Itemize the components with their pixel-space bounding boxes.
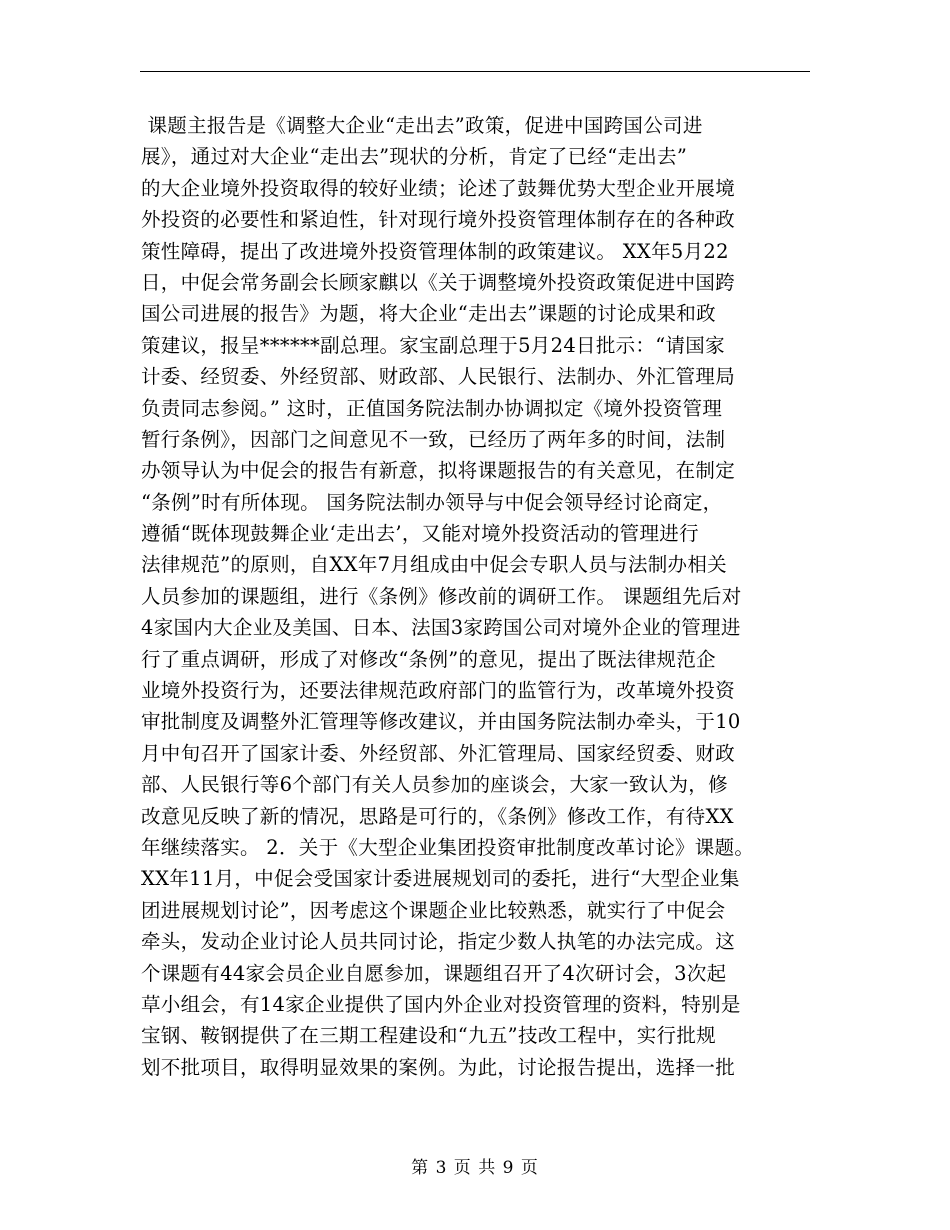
text-line: 法律规范”的原则，自XX年7月组成由中促会专职人员与法制办相关	[141, 553, 727, 577]
text-line: 审批制度及调整外汇管理等修改建议，并由国务院法制办牵头，于10	[141, 710, 741, 734]
text-line: 牵头，发动企业讨论人员共同讨论，指定少数人执笔的办法完成。这	[141, 930, 736, 954]
text-line: 外投资的必要性和紧迫性，针对现行境外投资管理体制存在的各种政	[141, 208, 736, 232]
text-line: 负责同志参阅。” 这时，正值国务院法制办协调拟定《境外投资管理	[141, 396, 723, 420]
text-line: 团进展规划讨论”，因考虑这个课题企业比较熟悉，就实行了中促会	[141, 898, 726, 922]
text-line: 宝钢、鞍钢提供了在三期工程建设和“九五”技改工程中，实行批规	[141, 1024, 716, 1048]
text-line: 个课题有44家会员企业自愿参加，课题组召开了4次研讨会，3次起	[141, 961, 727, 985]
page-number-footer: 第 3 页 共 9 页	[411, 1158, 539, 1178]
text-line: 课题主报告是《调整大企业“走出去”政策，促进中国跨国公司进	[141, 114, 703, 137]
text-line: 4家国内大企业及美国、日本、法国3家跨国公司对境外企业的管理进	[141, 616, 741, 640]
text-line: 人员参加的课题组，进行《条例》修改前的调研工作。 课题组先后对	[141, 584, 742, 608]
text-line: 暂行条例》，因部门之间意见不一致，已经历了两年多的时间，法制	[141, 427, 726, 451]
header-rule	[140, 71, 810, 72]
text-line: 划不批项目，取得明显效果的案例。为此，讨论报告提出，选择一批	[141, 1055, 736, 1079]
text-line: 办领导认为中促会的报告有新意，拟将课题报告的有关意见，在制定	[141, 459, 736, 483]
text-line: 遵循“既体现鼓舞企业‘走出去’，又能对境外投资活动的管理进行	[141, 522, 699, 546]
text-line: 的大企业境外投资取得的较好业绩；论述了鼓舞优势大型企业开展境	[141, 176, 736, 200]
text-line: 展》，通过对大企业“走出去”现状的分析，肯定了已经“走出去”	[141, 145, 688, 169]
text-line: 行了重点调研，形成了对修改“条例”的意见，提出了既法律规范企	[141, 647, 716, 671]
text-line: 计委、经贸委、外经贸部、财政部、人民银行、法制办、外汇管理局	[141, 365, 736, 389]
text-line: 草小组会，有14家企业提供了国内外企业对投资管理的资料，特别是	[141, 992, 741, 1016]
text-line: 国公司进展的报告》为题，将大企业“走出去”课题的讨论成果和政	[141, 302, 716, 326]
text-line: 改意见反映了新的情况，思路是可行的，《条例》修改工作，有待XX	[141, 804, 734, 828]
text-line: “条例”时有所体现。 国务院法制办领导与中促会领导经讨论商定，	[141, 490, 723, 514]
text-line: 日，中促会常务副会长顾家麒以《关于调整境外投资政策促进中国跨	[141, 270, 736, 294]
text-line: 业境外投资行为，还要法律规范政府部门的监管行为，改革境外投资	[141, 679, 736, 703]
text-line: 策建议，报呈******副总理。家宝副总理于5月24日批示：“请国家	[141, 333, 725, 357]
text-line: 年继续落实。 2．关于《大型企业集团投资审批制度改革讨论》课题。	[141, 835, 755, 859]
body-text	[141, 110, 813, 1083]
text-line: 月中旬召开了国家计委、外经贸部、外汇管理局、国家经贸委、财政	[141, 741, 736, 765]
text-line: 部、人民银行等6个部门有关人员参加的座谈会，大家一致认为，修	[141, 773, 728, 797]
text-line: XX年11月，中促会受国家计委进展规划司的委托，进行“大型企业集	[141, 867, 740, 891]
text-line: 策性障碍，提出了改进境外投资管理体制的政策建议。 XX年5月22	[141, 239, 729, 263]
